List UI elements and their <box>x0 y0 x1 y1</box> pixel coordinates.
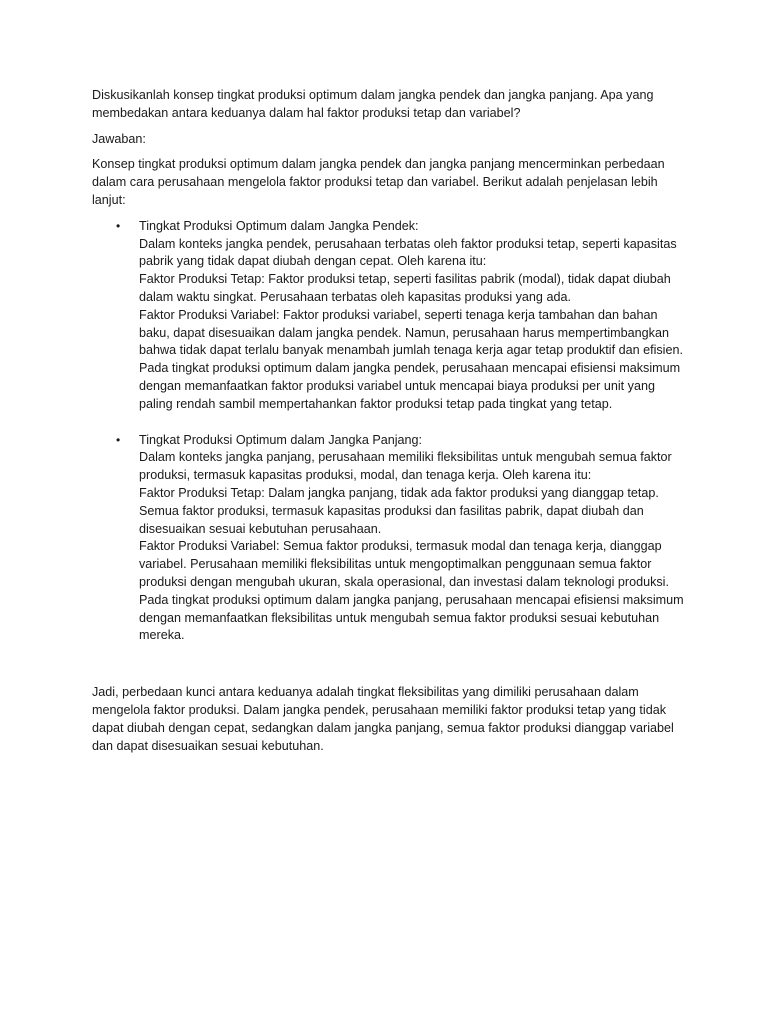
intro-paragraph: Konsep tingkat produksi optimum dalam jangka pendek dan jangka panjang mencerminkan perbedaan dalam cara perusahaan mengelola faktor produksi tetap dan variabel. Berikut adalah penjelasan lebih lanjut: <box>92 157 665 207</box>
section-text: Dalam konteks jangka panjang, perusahaan memiliki fleksibilitas untuk mengubah semua faktor produksi, termasuk kapasitas produksi, modal, dan tenaga kerja. Oleh karena itu: <box>139 450 672 483</box>
section-text: Faktor Produksi Variabel: Faktor produksi variabel, seperti tenaga kerja tambahan dan bahan baku, dapat disesuaikan dalam jangka pendek. Namun, perusahaan harus mempertimbangkan bahwa tidak dapat terlalu banyak menambah jumlah tenaga kerja agar tetap produktif dan efisien. <box>139 307 683 358</box>
conclusion-paragraph: Jadi, perbedaan kunci antara keduanya adalah tingkat fleksibilitas yang dimiliki perusahaan dalam mengelola faktor produksi. Dalam jangka pendek, perusahaan memiliki faktor produksi tetap yang tidak dapat diubah dengan cepat, sedangkan dalam jangka panjang, semua faktor produksi dianggap variabel dan dapat disesuaikan sesuai kebutuhan. <box>92 685 674 753</box>
bullet-icon: • <box>116 218 121 233</box>
section-heading: Tingkat Produksi Optimum dalam Jangka Pendek: <box>139 218 419 233</box>
section-long-term <box>92 432 684 646</box>
section-list <box>92 218 684 645</box>
section-text: Faktor Produksi Variabel: Semua faktor produksi, termasuk modal dan tenaga kerja, dianggap variabel. Perusahaan memiliki fleksibilitas untuk mengoptimalkan penggunaan semua faktor produksi dengan mengubah ukuran, skala operasional, dan investasi dalam teknologi produksi. <box>139 539 669 589</box>
section-text: Faktor Produksi Tetap: Faktor produksi tetap, seperti fasilitas pabrik (modal), tidak dapat diubah dalam waktu singkat. Perusahaan terbatas oleh kapasitas produksi yang ada. <box>139 272 671 304</box>
answer-label: Jawaban: <box>92 131 146 146</box>
question-paragraph: Diskusikanlah konsep tingkat produksi optimum dalam jangka pendek dan jangka panjang. Apa yang membedakan antara keduanya dalam hal faktor produksi tetap dan variabel? <box>92 88 654 120</box>
section-text: Pada tingkat produksi optimum dalam jangka pendek, perusahaan mencapai efisiensi maksimum dengan memanfaatkan faktor produksi variabel untuk mencapai biaya produksi per unit yang paling rendah sambil mempertahankan faktor produksi tetap pada tingkat yang tetap. <box>139 361 681 411</box>
section-short-term <box>92 218 684 414</box>
document-body <box>92 87 684 763</box>
section-text: Dalam konteks jangka pendek, perusahaan terbatas oleh faktor produksi tetap, seperti kapasitas pabrik yang tidak dapat diubah dengan cepat. Oleh karena itu: <box>139 236 677 269</box>
section-text: Pada tingkat produksi optimum dalam jangka panjang, perusahaan mencapai efisiensi maksimum dengan memanfaatkan fleksibilitas untuk mengubah semua faktor produksi sesuai kebutuhan mereka. <box>139 592 684 643</box>
section-heading: Tingkat Produksi Optimum dalam Jangka Panjang: <box>139 432 423 447</box>
section-text: Faktor Produksi Tetap: Dalam jangka panjang, tidak ada faktor produksi yang dianggap tetap. Semua faktor produksi, termasuk kapasitas produksi dan fasilitas pabrik, dapat diubah dan disesuaikan sesuai kebutuhan perusahaan. <box>139 485 659 536</box>
bullet-icon: • <box>116 432 121 447</box>
